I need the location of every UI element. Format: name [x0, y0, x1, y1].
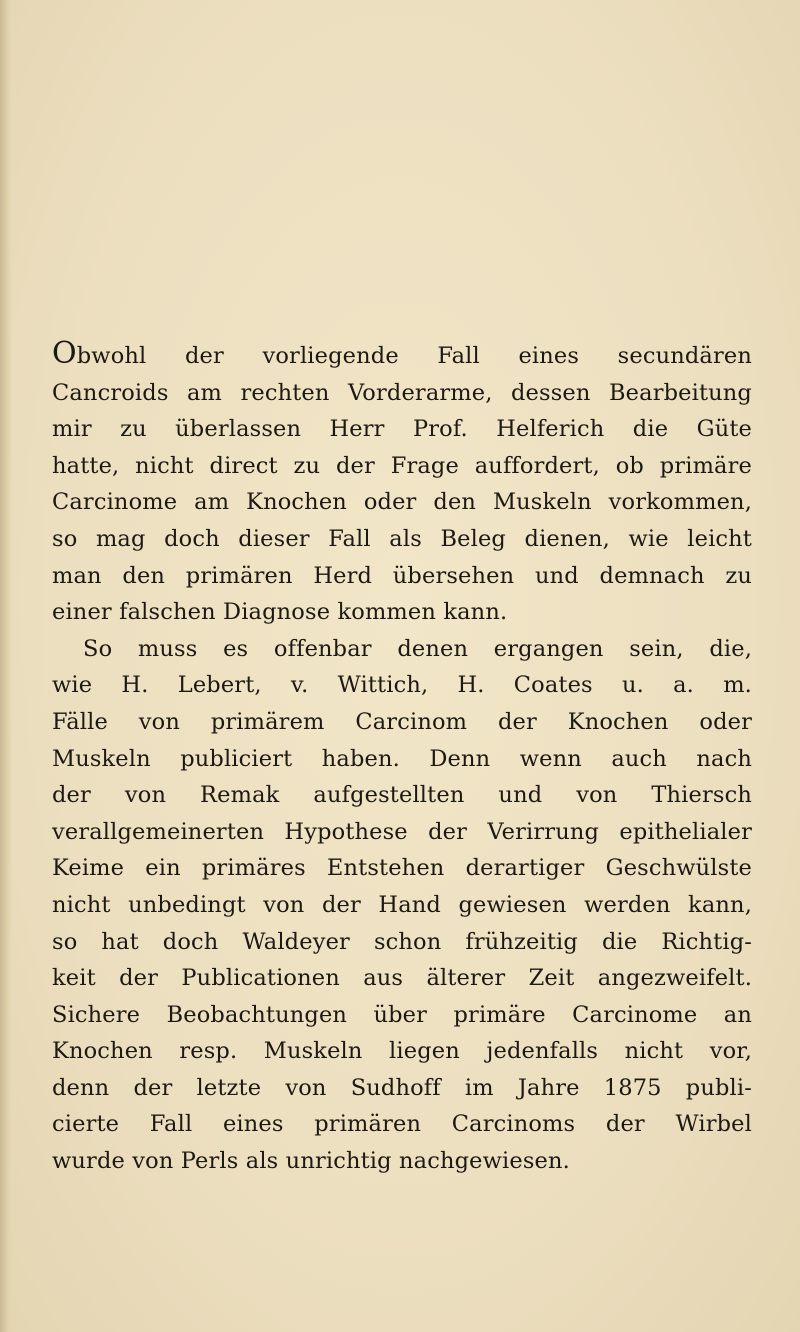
text-line-18: keit der Publicationen aus älterer Zeit angezweifelt. [52, 965, 752, 992]
text-line-22: cierte Fall eines primären Carcinoms der Wirbel [52, 1111, 752, 1138]
text-line-7: man den primären Herd übersehen und demnach zu [52, 562, 752, 589]
text-line-8: einer falschen Diagnose kommen kann. [52, 599, 508, 626]
text-line-16: nicht unbedingt von der Hand gewiesen werden kann, [52, 891, 752, 918]
text-line-9: So muss es offenbar denen ergangen sein, die, [83, 635, 752, 662]
text-line-1 [52, 338, 752, 375]
text-line-20: Knochen resp. Muskeln liegen jedenfalls nicht vor, [52, 1038, 752, 1065]
text-line-21: denn der letzte von Sudhoff im Jahre 1875 publi- [52, 1074, 752, 1101]
text-line-12: Muskeln publiciert haben. Denn wenn auch nach [52, 745, 752, 772]
text-line-14: verallgemeinerten Hypothese der Verirrung epithelialer [52, 818, 752, 845]
text-line-23: wurde von Perls als unrichtig nachgewiesen. [52, 1148, 570, 1175]
text-line-19: Sichere Beobachtungen über primäre Carcinome an [52, 1001, 752, 1028]
body-text [52, 338, 752, 1180]
initial-letter: O [52, 336, 77, 371]
text-line-11: Fälle von primärem Carcinom der Knochen oder [52, 708, 752, 735]
text-line-15: Keime ein primäres Entstehen derartiger Geschwülste [52, 855, 752, 882]
text-line-2: Cancroids am rechten Vorderarme, dessen Bearbeitung [52, 379, 752, 406]
text-line-4: hatte, nicht direct zu der Frage auffordert, ob primäre [52, 452, 752, 479]
text-line-10: wie H. Lebert, v. Wittich, H. Coates u. a. m. [52, 672, 752, 699]
text-line-17: so hat doch Waldeyer schon frühzeitig die Richtig- [52, 928, 752, 955]
text-line-13: der von Remak aufgestellten und von Thiersch [52, 782, 752, 809]
first-line-text: bwohl der vorliegende Fall eines secundären [76, 343, 752, 369]
text-line-5: Carcinome am Knochen oder den Muskeln vorkommen, [52, 489, 752, 516]
text-line-3: mir zu überlassen Herr Prof. Helferich die Güte [52, 416, 752, 443]
text-line-6: so mag doch dieser Fall als Beleg dienen, wie leicht [52, 525, 752, 552]
page-edge-shadow [0, 0, 12, 1332]
